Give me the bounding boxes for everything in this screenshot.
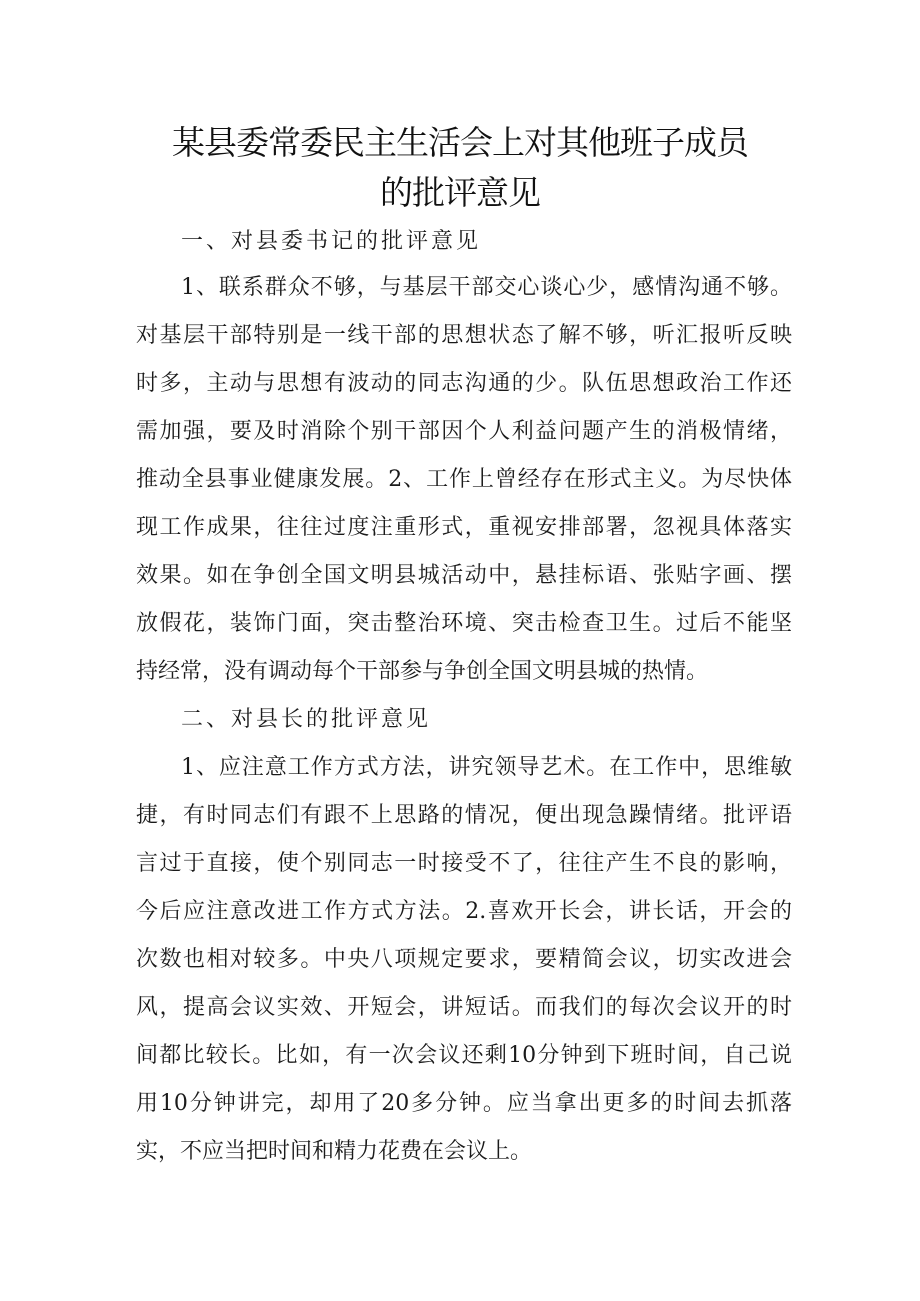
- section2-line: 捷，有时同志们有跟不上思路的情况，便出现急躁情绪。批评语: [136, 803, 792, 828]
- section1-line: 持经常，没有调动每个干部参与争创全国文明县城的热情。: [136, 659, 709, 684]
- section1-line: 对基层干部特别是一线干部的思想状态了解不够，听汇报听反映: [136, 323, 792, 348]
- document-title-line2: 的批评意见: [380, 173, 540, 212]
- section2-line: 风，提高会议实效、开短会，讲短话。而我们的每次会议开的时: [136, 995, 792, 1020]
- section1-line: 推动全县事业健康发展。2、工作上曾经存在形式主义。为尽快体: [136, 467, 792, 492]
- section2-heading: 二、对县长的批评意见: [181, 707, 432, 732]
- section2-line: 言过于直接，使个别同志一时接受不了，往往产生不良的影响，: [136, 851, 792, 876]
- section2-line: 间都比较长。比如，有一次会议还剩10分钟到下班时间，自己说: [136, 1043, 792, 1068]
- section1-line: 放假花，装饰门面，突击整治环境、突击检查卫生。过后不能坚: [136, 611, 792, 636]
- section1-line: 现工作成果，往往过度注重形式，重视安排部署，忽视具体落实: [136, 515, 792, 540]
- section1-heading: 一、对县委书记的批评意见: [181, 229, 482, 254]
- section2-line: 1、应注意工作方式方法，讲究领导艺术。在工作中，思维敏: [181, 755, 792, 780]
- section2-line: 实，不应当把时间和精力花费在会议上。: [136, 1139, 533, 1164]
- section1-line: 1、联系群众不够，与基层干部交心谈心少，感情沟通不够。: [181, 275, 792, 300]
- section1-line: 需加强，要及时消除个别干部因个人利益问题产生的消极情绪，: [136, 419, 792, 444]
- section1-line: 时多，主动与思想有波动的同志沟通的少。队伍思想政治工作还: [136, 371, 792, 396]
- document-title-line1: 某县委常委民主生活会上对其他班子成员: [172, 123, 748, 162]
- section2-line: 今后应注意改进工作方式方法。2.喜欢开长会，讲长话，开会的: [136, 899, 792, 924]
- section1-line: 效果。如在争创全国文明县城活动中，悬挂标语、张贴字画、摆: [136, 563, 792, 588]
- section2-line: 次数也相对较多。中央八项规定要求，要精简会议，切实改进会: [136, 947, 792, 972]
- section2-line: 用10分钟讲完，却用了20多分钟。应当拿出更多的时间去抓落: [136, 1091, 792, 1116]
